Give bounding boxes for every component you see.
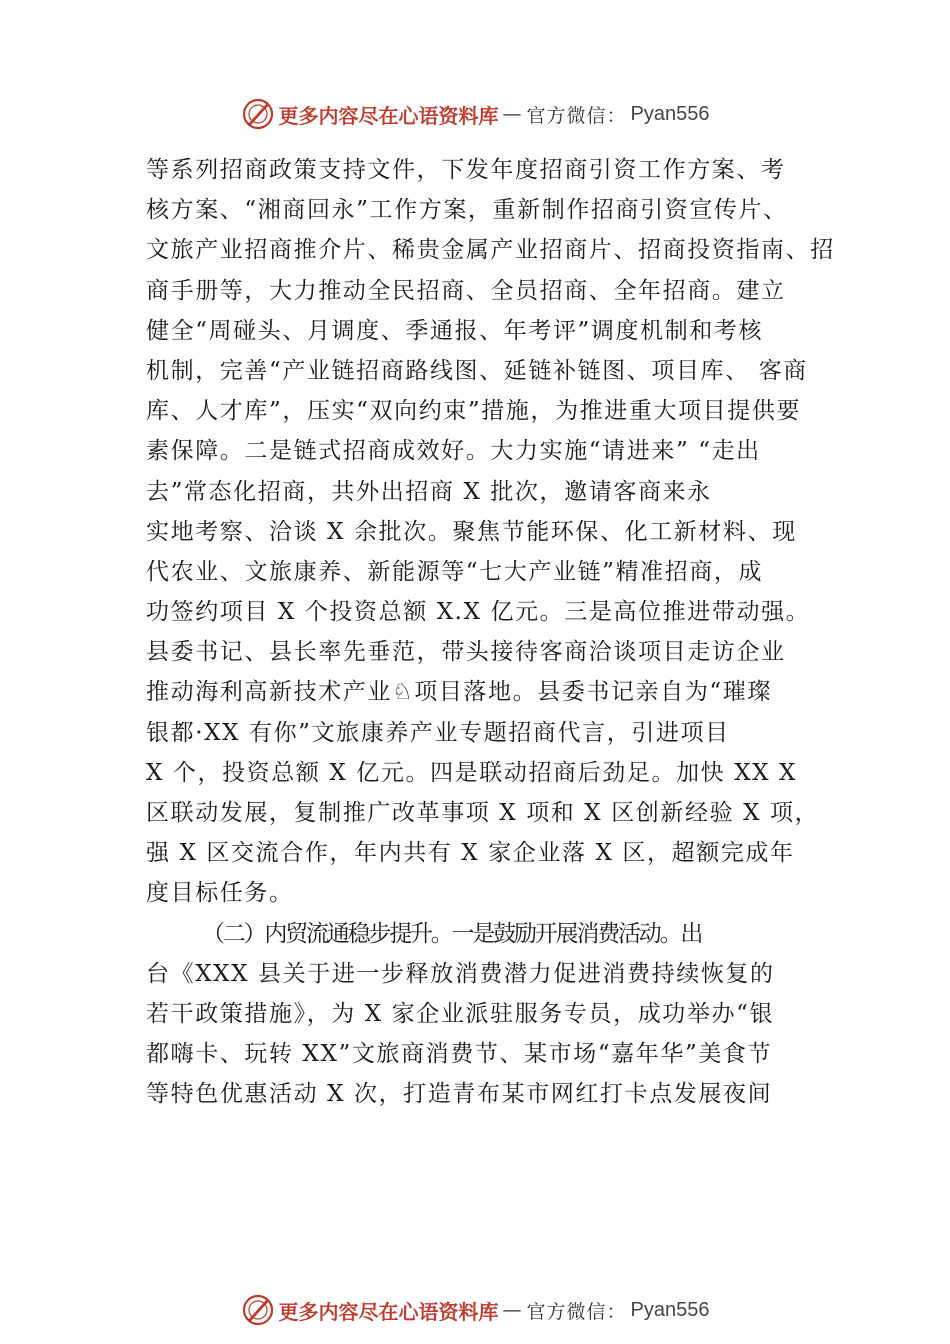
text-line: 等系列招商政策支持文件，下发年度招商引资工作方案、考 bbox=[146, 157, 786, 183]
text-line: 若干政策措施》，为 X 家企业派驻服务专员，成功举办“银 bbox=[146, 1000, 775, 1027]
text-line: 县委书记、县长率先垂范，带头接待客商洽谈项目走访企业 bbox=[146, 639, 786, 666]
watermark-wechat-id: Pyan556 bbox=[630, 102, 710, 125]
text-line: 推动海利高新技术产业♘项目落地。县委书记亲自为“璀璨 bbox=[146, 679, 772, 706]
text-line: 健全“周碰头、月调度、季通报、年考评”调度机制和考核 bbox=[146, 317, 764, 344]
text-line: 实地考察、洽谈 X 余批次。聚焦节能环保、化工新材料、现 bbox=[146, 518, 797, 545]
text-line: 功签约项目 X 个投资总额 X.X 亿元。三是高位推进带动强。 bbox=[146, 599, 811, 626]
text-line: 素保障。二是链式招商成效好。大力实施“请进来” “走出 bbox=[146, 438, 761, 465]
watermark-brand: 更多内容尽在心语资料库 bbox=[278, 103, 499, 128]
pen-seal-icon bbox=[241, 97, 275, 131]
text-line: 文旅产业招商推介片、稀贵金属产业招商片、招商投资指南、招 bbox=[146, 237, 835, 264]
text-line: 强 X 区交流合作，年内共有 X 家企业落 X 区，超额完成年 bbox=[146, 840, 795, 867]
watermark-official: 官方微信： bbox=[526, 104, 627, 127]
watermark-separator: — bbox=[502, 1299, 523, 1321]
text-line: 机制，完善“产业链招商路线图、延链补链图、项目库、 客商 bbox=[146, 357, 808, 384]
text-line: （二）内贸流通稳步提升。一是鼓励开展消费活动。出 bbox=[202, 920, 702, 947]
watermark-row bbox=[241, 97, 710, 131]
text-line: 台《XXX 县关于进一步释放消费潜力促进消费持续恢复的 bbox=[146, 960, 775, 987]
watermark-wechat-id: Pyan556 bbox=[630, 1298, 710, 1321]
text-line: X 个，投资总额 X 亿元。四是联动招商后劲足。加快 XX X bbox=[146, 759, 798, 786]
pen-seal-icon bbox=[241, 1293, 275, 1327]
watermark-separator: — bbox=[502, 103, 523, 125]
watermark-row bbox=[241, 1293, 710, 1327]
watermark-official: 官方微信： bbox=[526, 1300, 627, 1323]
text-line: 代农业、文旅康养、新能源等“七大产业链”精准招商，成 bbox=[146, 558, 764, 585]
document-body bbox=[146, 150, 836, 1115]
text-line: 核方案、“湘商回永”工作方案，重新制作招商引资宣传片、 bbox=[146, 197, 788, 224]
footer-watermark bbox=[0, 1290, 950, 1330]
text-line: 区联动发展，复制推广改革事项 X 项和 X 区创新经验 X 项， bbox=[146, 800, 820, 826]
text-line: 库、人才库”，压实“双向约束”措施，为推进重大项目提供要 bbox=[146, 398, 802, 425]
text-line: 银都·XX 有你”文旅康养产业专题招商代言，引进项目 bbox=[146, 719, 730, 746]
watermark-brand: 更多内容尽在心语资料库 bbox=[278, 1299, 499, 1324]
text-line: 去”常态化招商，共外出招商 X 批次，邀请客商来永 bbox=[146, 478, 712, 505]
text-line: 都嗨卡、玩转 XX”文旅商消费节、某市场“嘉年华”美食节 bbox=[146, 1041, 773, 1068]
header-watermark bbox=[0, 94, 950, 134]
text-line: 等特色优惠活动 X 次，打造青布某市网红打卡点发展夜间 bbox=[146, 1081, 773, 1108]
text-line: 度目标任务。 bbox=[146, 880, 294, 907]
text-line: 商手册等，大力推动全民招商、全员招商、全年招商。建立 bbox=[146, 277, 786, 304]
